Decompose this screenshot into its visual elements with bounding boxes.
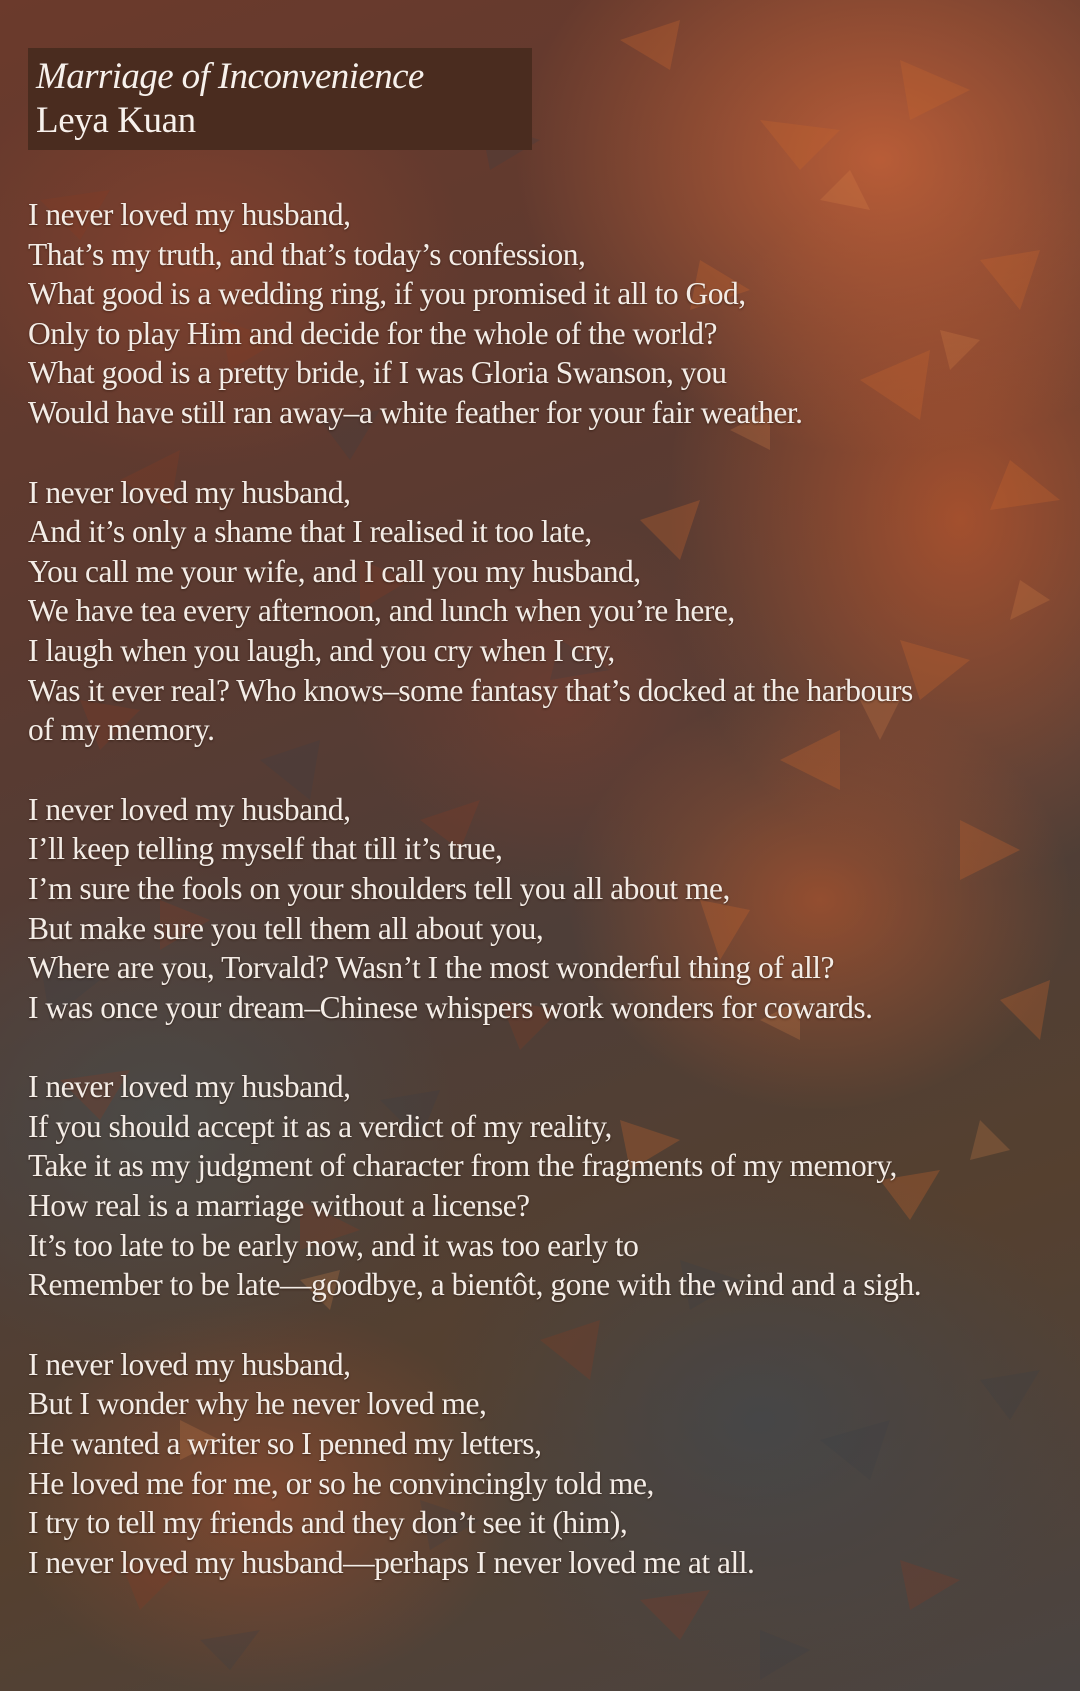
poem-line: If you should accept it as a verdict of my reality, xyxy=(28,1108,612,1144)
poem-line: Was it ever real? Who knows–some fantasy that’s docked at the harbours xyxy=(28,672,913,708)
poem-line: But I wonder why he never loved me, xyxy=(28,1386,487,1422)
poem-line: I’m sure the fools on your shoulders tell you all about me, xyxy=(28,870,730,906)
poem-line: Would have still ran away–a white feather for your fair weather. xyxy=(28,394,803,430)
stanza-3 xyxy=(28,790,1058,1028)
poem-line: We have tea every afternoon, and lunch when you’re here, xyxy=(28,593,735,629)
poem-line: I’ll keep telling myself that till it’s true, xyxy=(28,831,503,867)
poem-line: He wanted a writer so I penned my letters, xyxy=(28,1426,542,1462)
poem-line: But make sure you tell them all about you, xyxy=(28,910,544,946)
poem-line: What good is a pretty bride, if I was Gloria Swanson, you xyxy=(28,355,727,391)
poem-line: He loved me for me, or so he convincingly told me, xyxy=(28,1465,654,1501)
poem-line: I never loved my husband, xyxy=(28,1346,351,1382)
poem-line: I never loved my husband—perhaps I never loved me at all. xyxy=(28,1544,755,1580)
stanza-1 xyxy=(28,195,1058,433)
poem-line: Remember to be late—goodbye, a bientôt, gone with the wind and a sigh. xyxy=(28,1267,922,1303)
poem-line: I never loved my husband, xyxy=(28,474,351,510)
poem-line: I never loved my husband, xyxy=(28,791,351,827)
poem-line: How real is a marriage without a license? xyxy=(28,1188,530,1224)
poem-line: You call me your wife, and I call you my husband, xyxy=(28,553,641,589)
poem-line: I never loved my husband, xyxy=(28,197,351,232)
stanza-5 xyxy=(28,1345,1058,1583)
poem-title: Marriage of Inconvenience xyxy=(36,56,424,97)
poem-line: I try to tell my friends and they don’t see it (him), xyxy=(28,1505,628,1541)
poem-line: That’s my truth, and that’s today’s confession, xyxy=(28,236,586,272)
poem-line: of my memory. xyxy=(28,712,215,748)
stanza-2 xyxy=(28,473,1058,750)
poem-author: Leya Kuan xyxy=(36,100,196,141)
poem-line: Take it as my judgment of character from the fragments of my memory, xyxy=(28,1148,897,1184)
poem-line: And it’s only a shame that I realised it too late, xyxy=(28,514,592,550)
poem-line: I never loved my husband, xyxy=(28,1069,351,1105)
poem-line: Only to play Him and decide for the whole of the world? xyxy=(28,315,717,351)
poem-line: It’s too late to be early now, and it was too early to xyxy=(28,1227,639,1263)
poem-line: Where are you, Torvald? Wasn’t I the most wonderful thing of all? xyxy=(28,950,835,986)
poem-line: I laugh when you laugh, and you cry when I cry, xyxy=(28,632,615,668)
title-box xyxy=(28,48,532,150)
poem-line: What good is a wedding ring, if you promised it all to God, xyxy=(28,276,746,312)
poem-line: I was once your dream–Chinese whispers work wonders for cowards. xyxy=(28,989,873,1025)
stanza-4 xyxy=(28,1067,1058,1305)
poem-body xyxy=(28,195,1058,1622)
